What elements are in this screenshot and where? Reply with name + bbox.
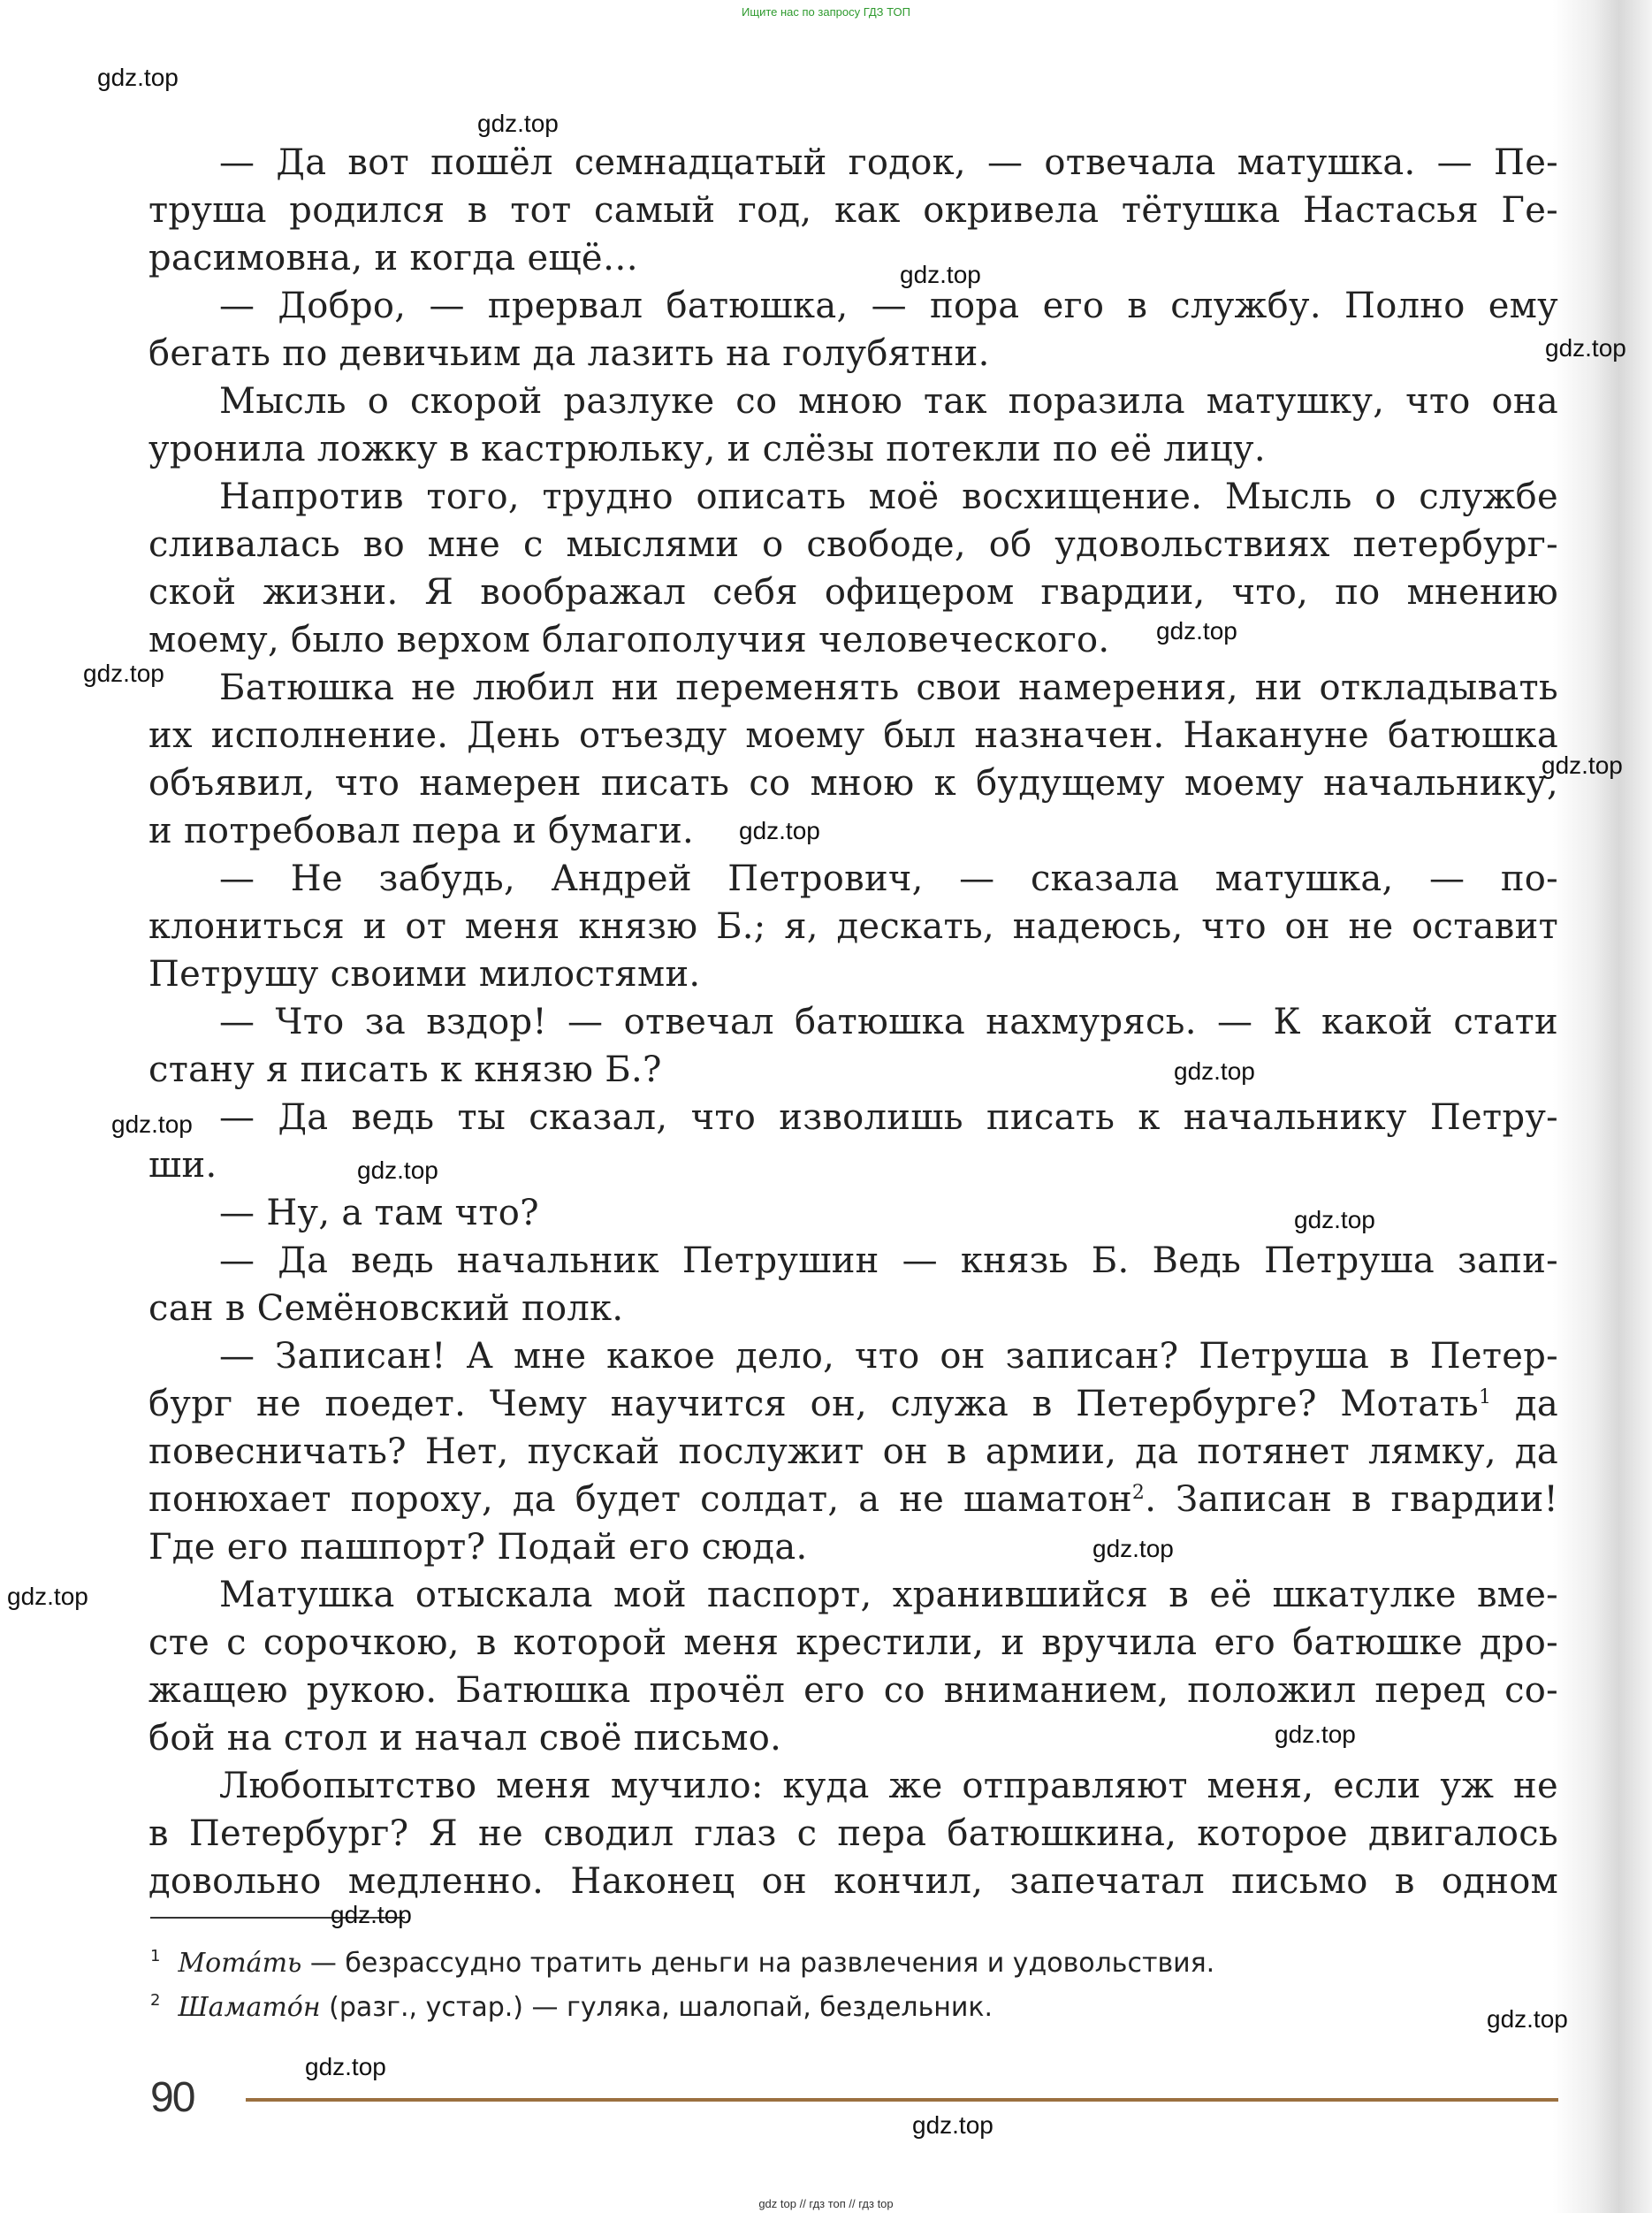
footnote-2: [150, 1992, 993, 2023]
text-line: сан в Семёновский полк.: [148, 1288, 624, 1329]
footnote-ref: 2: [1131, 1482, 1146, 1504]
watermark: gdz.top: [912, 2111, 993, 2139]
text-line: и потребовал пера и бумаги.: [148, 811, 695, 851]
text-run: да: [1491, 1384, 1558, 1424]
watermark: gdz.top: [83, 660, 164, 687]
text-line: расимовна, и когда ещё…: [148, 238, 639, 279]
text-line: — Записан! А мне какое дело, что он записан? Петруша в Петер-: [219, 1336, 1558, 1377]
text-line: — Что за вздор! — отвечал батюшка нахмурясь. — К какой стати: [219, 1002, 1558, 1042]
text-line: сливалась во мне с мыслями о свободе, об удовольствиях петербург-: [148, 524, 1558, 565]
watermark: gdz.top: [1156, 617, 1237, 645]
text-line: — Да ведь ты сказал, что изволишь писать к начальнику Петру-: [219, 1097, 1558, 1138]
footer-note: gdz top // гдз топ // гдз top: [758, 2197, 894, 2210]
text-line: [148, 1381, 1558, 1433]
text-line: Батюшка не любил ни переменять свои намерения, ни откладывать: [219, 668, 1558, 708]
watermark: gdz.top: [1092, 1535, 1174, 1562]
text-line: стану я писать к князю Б.?: [148, 1049, 662, 1090]
watermark: gdz.top: [7, 1583, 88, 1610]
text-line: — Да вот пошёл семнадцатый годок, — отвечала матушка. — Пе-: [219, 142, 1558, 183]
watermark: gdz.top: [357, 1156, 438, 1184]
watermark: gdz.top: [1542, 752, 1623, 779]
watermark: gdz.top: [1275, 1721, 1356, 1748]
text-line: их исполнение. День отъезду моему был назначен. Накануне батюшка: [148, 715, 1558, 756]
watermark: gdz.top: [305, 2053, 386, 2080]
text-line: — Не забудь, Андрей Петрович, — сказала матушка, — по-: [219, 858, 1558, 899]
text-line: Где его пашпорт? Подай его сюда.: [148, 1527, 808, 1568]
text-line: труша родился в тот самый год, как окривела тётушка Настасья Ге-: [148, 190, 1558, 231]
text-line: жащею рукою. Батюшка прочёл его со вниманием, положил перед со-: [148, 1670, 1558, 1711]
footnote-1: [150, 1948, 1214, 1979]
text-line: уронила ложку в кастрюльку, и слёзы потекли по её лицу.: [148, 429, 1266, 469]
watermark: gdz.top: [477, 110, 559, 137]
text-line: клониться и от меня князю Б.; я, дескать, надеюсь, что он не оставит: [148, 906, 1558, 947]
text-line: ской жизни. Я воображал себя офицером гвардии, что, по мнению: [148, 572, 1558, 613]
text-line: — Да ведь начальник Петрушин — князь Б. Ведь Петруша запи-: [219, 1240, 1558, 1281]
text-line: Мысль о скорой разлуке со мною так поразила матушку, что она: [219, 381, 1558, 422]
watermark: gdz.top: [111, 1110, 193, 1138]
text-line: бой на стол и начал своё письмо.: [148, 1718, 782, 1759]
watermark: gdz.top: [1294, 1206, 1375, 1233]
text-line: Матушка отыскала мой паспорт, хранившийся в её шкатулке вме-: [219, 1575, 1558, 1615]
text-line: повесничать? Нет, пускай послужит он в армии, да потянет лямку, да: [148, 1431, 1558, 1472]
footnote-term: Мотáть: [178, 1948, 302, 1979]
bottom-rule: [246, 2098, 1558, 2102]
text-line: [148, 1477, 1558, 1529]
text-line: бегать по девичьим да лазить на голубятни.: [148, 333, 990, 374]
watermark: gdz.top: [739, 817, 820, 844]
watermark: gdz.top: [900, 261, 981, 288]
text-line: Петрушу своими милостями.: [148, 954, 701, 995]
header-note: Ищите нас по запросу ГДЗ ТОП: [742, 5, 910, 19]
text-line: объявил, что намерен писать со мною к будущему моему начальнику,: [148, 763, 1558, 804]
text-line: — Добро, — прервал батюшка, — пора его в службу. Полно ему: [219, 286, 1558, 326]
footnote-term: Шаматóн: [178, 1992, 321, 2023]
watermark: gdz.top: [1487, 2005, 1568, 2033]
footnote-text: (разг., устар.) — гуляка, шалопай, бездельник.: [320, 1992, 993, 2023]
watermark: gdz.top: [1174, 1057, 1255, 1085]
footnote-ref: 1: [1479, 1386, 1492, 1408]
text-line: в Петербург? Я не сводил глаз с пера батюшкина, которое двигалось: [148, 1813, 1558, 1854]
text-line: Любопытство меня мучило: куда же отправляют меня, если уж не: [219, 1766, 1558, 1806]
footnote-number: 1: [150, 1947, 161, 1965]
footnote-text: — безрассудно тратить деньги на развлечения и удовольствия.: [301, 1948, 1215, 1979]
text-line: — Ну, а там что?: [219, 1193, 539, 1233]
text-line: довольно медленно. Наконец он кончил, запечатал письмо в одном: [148, 1861, 1558, 1902]
watermark: gdz.top: [1545, 334, 1626, 362]
text-line: ши.: [148, 1145, 217, 1186]
page-number: 90: [150, 2074, 194, 2121]
text-run: . Записан в гвардии!: [1145, 1479, 1558, 1520]
watermark: gdz.top: [97, 64, 179, 91]
text-run: бург не поедет. Чему научится он, служа в Петербурге? Мотать: [148, 1384, 1480, 1424]
watermark: gdz.top: [331, 1901, 412, 1928]
text-line: моему, было верхом благополучия человеческого.: [148, 620, 1110, 660]
text-line: сте с сорочкою, в которой меня крестили, и вручила его батюшке дро-: [148, 1622, 1558, 1663]
text-line: Напротив того, трудно описать моё восхищение. Мысль о службе: [219, 477, 1558, 517]
footnote-number: 2: [150, 1991, 161, 2010]
text-run: понюхает пороху, да будет солдат, а не шаматон: [148, 1479, 1132, 1520]
